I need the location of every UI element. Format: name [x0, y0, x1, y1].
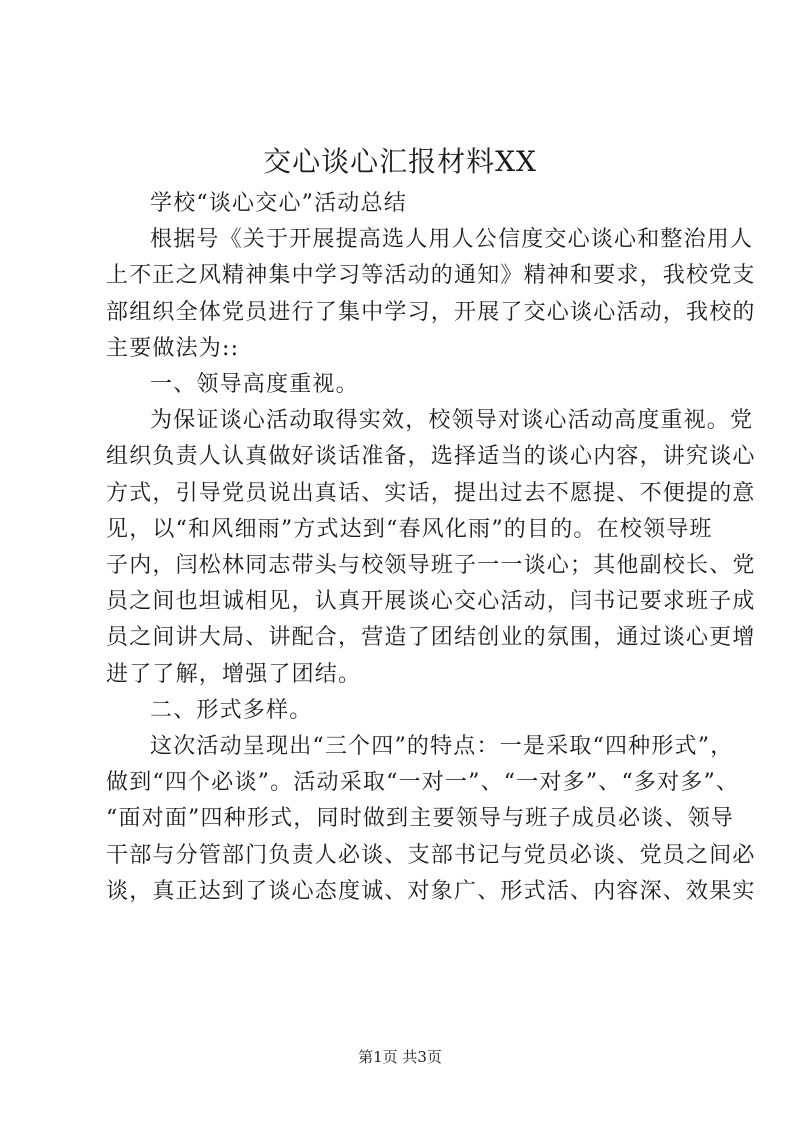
text-line: 子内，闫松林同志带头与校领导班子一一谈心；其他副校长、党 — [106, 553, 756, 579]
text-line: 一、领导高度重视。 — [150, 372, 359, 398]
document-body — [106, 186, 756, 910]
text-line: 员之间讲大局、讲配合，营造了团结创业的氛围，通过谈心更增 — [106, 625, 756, 651]
paragraph-intro — [106, 222, 756, 367]
section-heading-2 — [106, 693, 702, 729]
paragraph-section-2 — [106, 729, 756, 910]
section-heading-1 — [106, 367, 702, 403]
document-title: 交心谈心汇报材料XX — [263, 145, 537, 178]
text-line: 见，以“和风细雨”方式达到“春风化雨”的目的。在校领导班 — [106, 516, 713, 542]
text-line: 这次活动呈现出“三个四”的特点：一是采取“四种形式”， — [150, 734, 734, 760]
text-line: 做到“四个必谈”。活动采取“一对一”、“一对多”、“多对多”、 — [106, 770, 740, 796]
text-line: 员之间也坦诚相见，认真开展谈心交心活动，闫书记要求班子成 — [106, 589, 756, 615]
text-line: 学校“谈心交心”活动总结 — [150, 191, 407, 216]
text-line: 方式，引导党员说出真话、实话，提出过去不愿提、不便提的意 — [106, 480, 756, 506]
text-line: 干部与分管部门负责人必谈、支部书记与党员必谈、党员之间必 — [106, 842, 756, 868]
text-line: “面对面”四种形式，同时做到主要领导与班子成员必谈、领导 — [106, 806, 735, 832]
text-line: 二、形式多样。 — [150, 697, 313, 723]
text-line: 主要做法为:: — [106, 335, 240, 361]
paragraph-subtitle — [106, 186, 702, 222]
text-line: 部组织全体党员进行了集中学习，开展了交心谈心活动，我校的 — [106, 299, 756, 325]
text-line: 为保证谈心活动取得实效，校领导对谈心活动高度重视。党 — [150, 408, 754, 434]
text-line: 谈，真正达到了谈心态度诚、对象广、形式活、内容深、效果实 — [106, 878, 756, 904]
text-line: 进了了解，增强了团结。 — [106, 661, 362, 687]
text-line: 上不正之风精神集中学习等活动的通知》精神和要求，我校党支 — [106, 263, 756, 289]
paragraph-section-1 — [106, 403, 756, 693]
page-footer: 第1页 共3页 — [358, 1048, 442, 1066]
text-line: 组织负责人认真做好谈话准备，选择适当的谈心内容，讲究谈心 — [106, 444, 756, 470]
text-line: 根据号《关于开展提高选人用人公信度交心谈心和整治用人 — [150, 227, 754, 253]
